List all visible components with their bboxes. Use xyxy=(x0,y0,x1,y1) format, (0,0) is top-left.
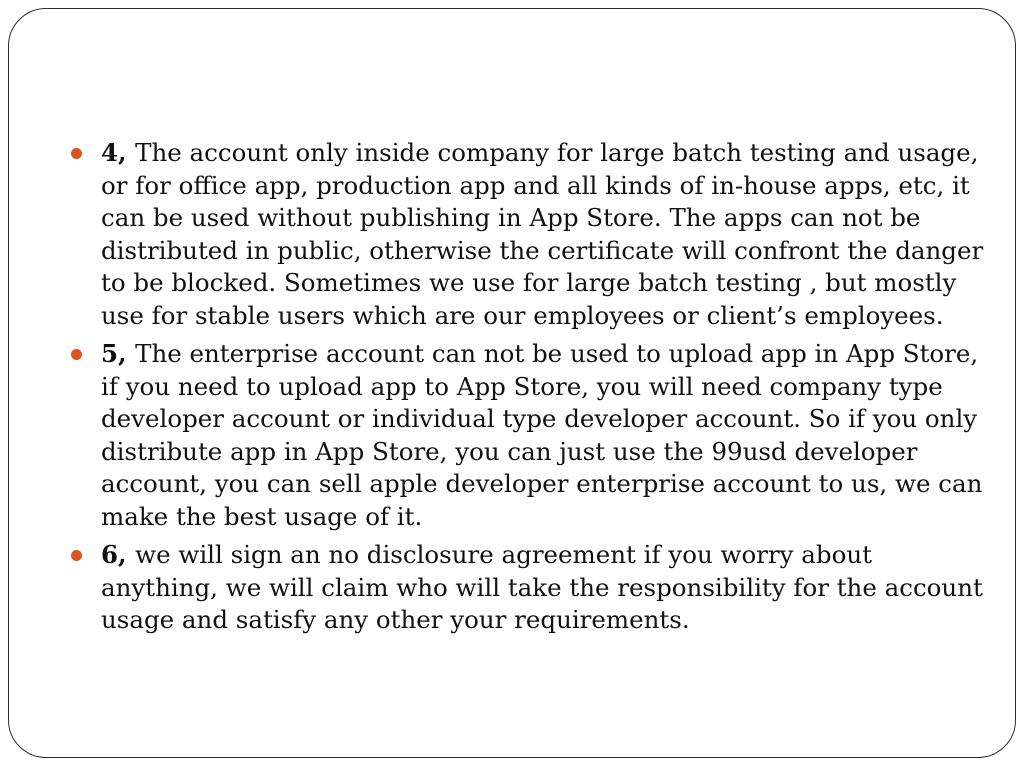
bullet-list xyxy=(71,137,991,643)
bullet-number: 6, xyxy=(101,540,136,569)
bullet-item-5 xyxy=(71,338,991,533)
bullet-item-4 xyxy=(71,137,991,332)
slide-frame xyxy=(8,8,1016,758)
bullet-dot-icon xyxy=(71,148,82,159)
bullet-dot-icon xyxy=(71,550,82,561)
bullet-dot-icon xyxy=(71,349,82,360)
bullet-number: 5, xyxy=(101,339,136,368)
bullet-number: 4, xyxy=(101,138,136,167)
bullet-text: The enterprise account can not be used to upload app in App Store, if you need to upload app to App Store, you will need company type developer account or individual type developer account. So if you only distribute app in App Store, you can just use the 99usd developer account, you can sell apple developer enterprise account to us, we can make the best usage of it. xyxy=(101,339,983,531)
bullet-text: we will sign an no disclosure agreement if you worry about anything, we will claim who will take the responsibility for the account usage and satisfy any other your requirements. xyxy=(101,540,983,634)
bullet-text: The account only inside company for large batch testing and usage, or for office app, production app and all kinds of in-house apps, etc, it can be used without publishing in App Store. The apps can not be distributed in public, otherwise the certificate will confront the danger to be blocked. Sometimes we use for large batch testing , but mostly use for stable users which are our employees or client’s employees. xyxy=(101,138,984,330)
bullet-item-6 xyxy=(71,539,991,637)
